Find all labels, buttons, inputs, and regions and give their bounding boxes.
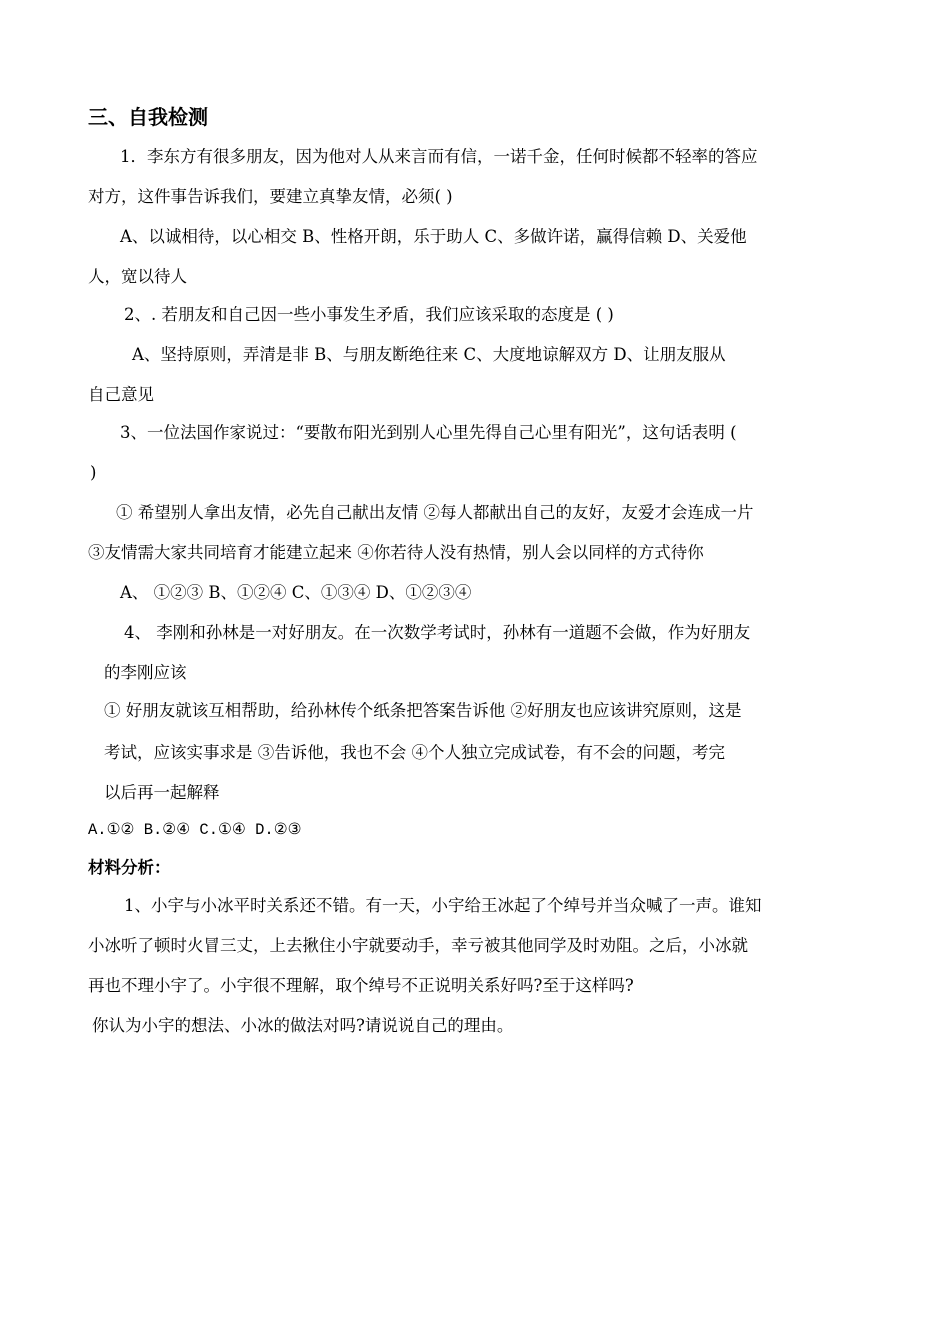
q2-options-line1: A、坚持原则，弄清是非 B、与朋友断绝往来 C、大度地谅解双方 D、让朋友服从 [132, 345, 726, 364]
material-question: 你认为小宇的想法、小冰的做法对吗?请说说自己的理由。 [92, 1016, 514, 1035]
q2-options-line2: 自己意见 [88, 385, 154, 404]
material-line2: 小冰听了顿时火冒三丈，上去揪住小宇就要动手，幸亏被其他同学及时劝阻。之后，小冰就 [88, 936, 748, 955]
q3-line1: 3、一位法国作家说过：“要散布阳光到别人心里先得自己心里有阳光”，这句话表明 ( [120, 423, 737, 442]
q1-line1: 1．李东方有很多朋友，因为他对人从来言而有信，一诺千金，任何时候都不轻率的答应 [120, 147, 758, 166]
q4-statements-line1: ① 好朋友就该互相帮助，给孙林传个纸条把答案告诉他 ②好朋友也应该讲究原则，这是 [104, 701, 742, 720]
material-line1: 1、小宇与小冰平时关系还不错。有一天，小宇给王冰起了个绰号并当众喊了一声。谁知 [124, 896, 762, 915]
q1-line2: 对方，这件事告诉我们，要建立真挚友情，必须( ) [88, 187, 453, 206]
section-title: 三、自我检测 [88, 105, 208, 129]
q4-line1: 4、 李刚和孙林是一对好朋友。在一次数学考试时，孙林有一道题不会做，作为好朋友 [124, 623, 751, 642]
q1-options-line2: 人，宽以待人 [88, 267, 187, 286]
material-title: 材料分析： [88, 858, 171, 877]
q2-line1: 2、. 若朋友和自己因一些小事发生矛盾，我们应该采取的态度是 ( ) [124, 305, 614, 324]
q3-statements-line2: ③友情需大家共同培育才能建立起来 ④你若待人没有热情，别人会以同样的方式待你 [88, 543, 704, 562]
q4-statements-line2: 考试，应该实事求是 ③告诉他，我也不会 ④个人独立完成试卷，有不会的问题，考完 [104, 743, 725, 762]
q4-statements-line3: 以后再一起解释 [104, 783, 220, 802]
q4-line2: 的李刚应该 [104, 663, 187, 682]
q1-options-line1: A、以诚相待，以心相交 B、性格开朗，乐于助人 C、多做许诺，赢得信赖 D、关爱他 [120, 227, 747, 246]
q3-options: A、 ①②③ B、①②④ C、①③④ D、①②③④ [120, 583, 472, 602]
q3-line2: ) [90, 463, 97, 482]
q3-statements-line1: ① 希望别人拿出友情，必先自己献出友情 ②每人都献出自己的友好，友爱才会连成一片 [116, 503, 754, 522]
q4-options: A.①② B.②④ C.①④ D.②③ [88, 821, 302, 839]
material-line3: 再也不理小宇了。小宇很不理解，取个绰号不正说明关系好吗?至于这样吗? [88, 976, 634, 995]
